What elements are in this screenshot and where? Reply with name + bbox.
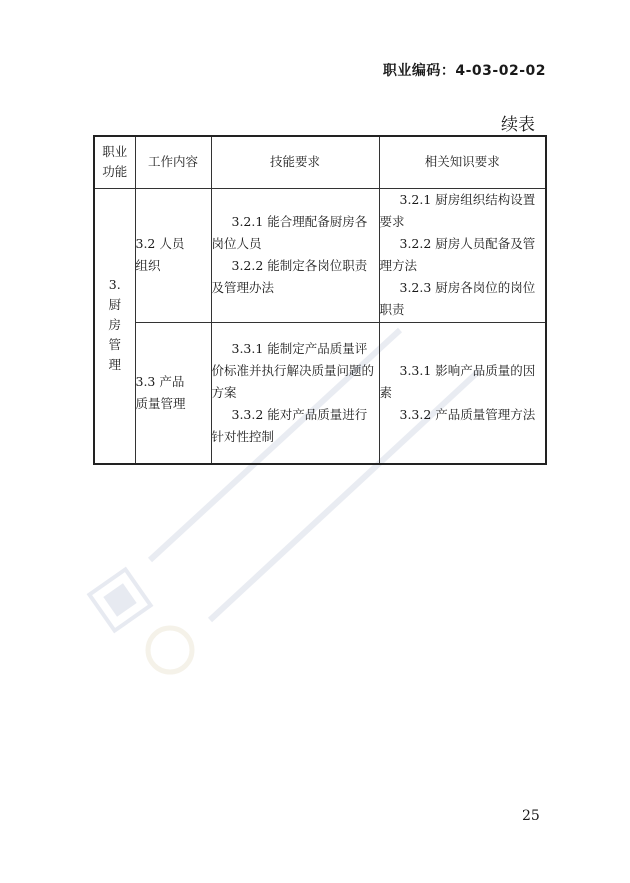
skill-item: 3.2.2 能制定各岗位职责及管理办法 — [211, 258, 368, 295]
function-char: 厨 — [108, 297, 121, 313]
skills-cell — [211, 322, 379, 464]
function-char: 房 — [108, 317, 121, 333]
table-header-row — [94, 136, 546, 188]
skill-item: 3.3.2 能对产品质量进行针对性控制 — [211, 406, 368, 444]
table-row — [94, 188, 546, 322]
header-work: 工作内容 — [135, 136, 211, 188]
function-char: 管 — [108, 337, 121, 353]
knowledge-item: 3.2.1 厨房组织结构设置要求 — [379, 192, 536, 229]
work-content-line: 组织 — [135, 258, 161, 273]
skill-item: 3.3.1 能制定产品质量评价标准并执行解决质量问题的方案 — [211, 340, 375, 400]
skill-item: 3.2.1 能合理配备厨房各岗位人员 — [211, 214, 368, 251]
work-content-line: 3.2 人员 — [135, 236, 185, 251]
page-number: 25 — [522, 808, 540, 824]
header-function-line2: 功能 — [102, 164, 128, 180]
header-skills: 技能要求 — [211, 136, 379, 188]
work-content-line: 质量管理 — [135, 395, 186, 411]
work-content-cell — [135, 188, 211, 322]
skills-table — [93, 135, 547, 465]
continued-label: 续表 — [501, 115, 535, 135]
function-char: 理 — [108, 357, 121, 373]
header-knowledge: 相关知识要求 — [379, 136, 546, 188]
table-row — [94, 322, 546, 464]
knowledge-item: 3.2.3 厨房各岗位的岗位职责 — [379, 280, 536, 317]
knowledge-item: 3.2.2 厨房人员配备及管理方法 — [379, 236, 536, 273]
function-cell — [94, 188, 135, 464]
knowledge-cell — [379, 322, 546, 464]
work-content-cell — [135, 322, 211, 464]
function-number: 3. — [108, 277, 121, 293]
knowledge-item: 3.3.2 产品质量管理方法 — [399, 406, 536, 422]
header-function — [94, 136, 135, 188]
header-function-line1: 职业 — [102, 144, 128, 160]
occupation-code: 职业编码：4-03-02-02 — [382, 63, 546, 79]
skills-cell — [211, 188, 379, 322]
knowledge-item: 3.3.1 影响产品质量的因素 — [379, 362, 536, 400]
knowledge-cell — [379, 188, 546, 322]
work-content-line: 3.3 产品 — [135, 373, 185, 389]
